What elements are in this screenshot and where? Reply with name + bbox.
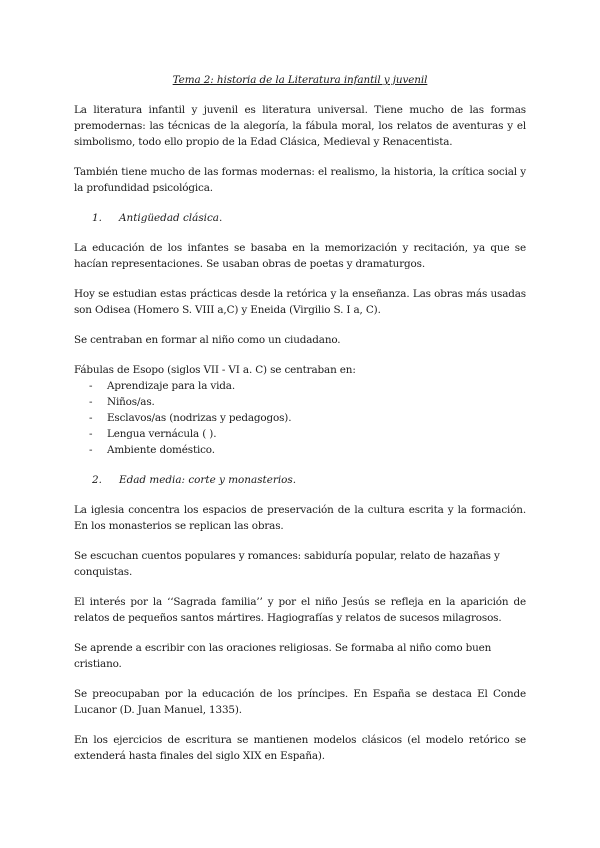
intro-paragraph-2: También tiene mucho de las formas modernas: el realismo, la historia, la crítica social y la profundidad psicológica. — [74, 166, 526, 194]
section2-paragraph-5: Se preocupaban por la educación de los príncipes. En España se destaca El Conde Lucanor (D. Juan Manuel, 1335). — [74, 688, 526, 716]
section-title: Edad media: corte y monasterios. — [119, 474, 297, 486]
document-title: Tema 2: historia de la Literatura infantil y juvenil — [172, 74, 428, 86]
fabulas-list-intro: Fábulas de Esopo (siglos VII - VI a. C) se centraban en: — [74, 364, 356, 376]
section1-paragraph-1: La educación de los infantes se basaba en la memorización y recitación, ya que se hacían representaciones. Se usaban obras de poetas y dramaturgos. — [74, 242, 526, 270]
intro-paragraph-1: La literatura infantil y juvenil es literatura universal. Tiene mucho de las formas premodernas: las técnicas de la alegoría, la fábula moral, los relatos de aventuras y el simbolismo, todo ello propio de la Edad Clásica, Medieval y Renacentista. — [74, 104, 526, 148]
section-heading-antiguedad — [92, 210, 526, 226]
dash-marker: - — [89, 428, 93, 440]
section2-paragraph-1: La iglesia concentra los espacios de preservación de la cultura escrita y la formación. En los monasterios se replican las obras. — [74, 504, 526, 532]
dash-marker: - — [89, 380, 93, 392]
list-item-text: Ambiente doméstico. — [107, 444, 215, 456]
section-number: 2. — [92, 474, 102, 486]
section-heading-edad-media — [92, 472, 526, 488]
list-item-text: Lengua vernácula ( ). — [107, 428, 217, 440]
list-item-text: Aprendizaje para la vida. — [107, 380, 236, 392]
list-item — [74, 442, 526, 458]
section1-paragraph-2: Hoy se estudian estas prácticas desde la retórica y la enseñanza. Las obras más usadas son Odisea (Homero S. VIII a,C) y Eneida (Virgilio S. I a, C). — [74, 288, 526, 316]
section-title: Antigüedad clásica. — [119, 212, 223, 224]
list-item — [74, 426, 526, 442]
dash-marker: - — [89, 444, 93, 456]
section2-paragraph-2: Se escuchan cuentos populares y romances: sabiduría popular, relato de hazañas y conquistas. — [74, 550, 500, 578]
dash-marker: - — [89, 412, 93, 424]
document-page — [74, 72, 526, 778]
list-item — [74, 378, 526, 394]
section2-paragraph-4: Se aprende a escribir con las oraciones religiosas. Se formaba al niño como buen cristiano. — [74, 642, 492, 670]
list-item — [74, 394, 526, 410]
section2-paragraph-6: En los ejercicios de escritura se mantienen modelos clásicos (el modelo retórico se extenderá hasta finales del siglo XIX en España). — [74, 734, 526, 762]
list-item-text: Niños/as. — [107, 396, 155, 408]
section-number: 1. — [92, 212, 102, 224]
section2-paragraph-3: El interés por la ‘‘Sagrada familia’’ y por el niño Jesús se refleja en la aparición de relatos de pequeños santos mártires. Hagiografías y relatos de sucesos milagrosos. — [74, 596, 526, 624]
fabulas-list — [74, 378, 526, 458]
list-item-text: Esclavos/as (nodrizas y pedagogos). — [107, 412, 292, 424]
section1-paragraph-3: Se centraban en formar al niño como un ciudadano. — [74, 334, 341, 346]
list-item — [74, 410, 526, 426]
dash-marker: - — [89, 396, 93, 408]
